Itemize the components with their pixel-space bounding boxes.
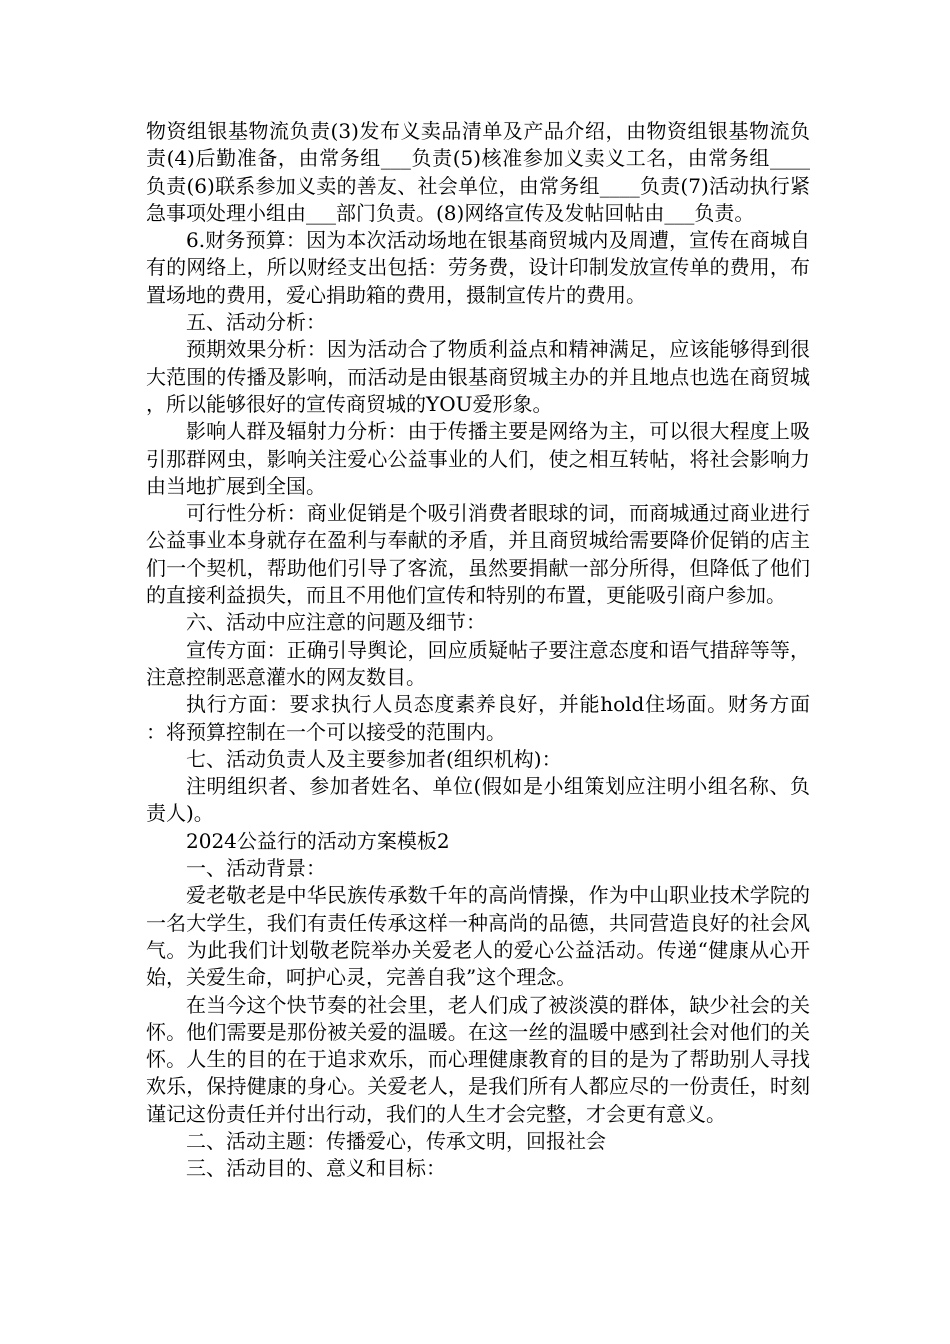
paragraph-expected-effect: 预期效果分析：因为活动合了物质利益点和精神满足，应该能够得到很大范围的传播及影响，而活动是由银基商贸城主办的并且地点也选在商贸城，所以能够很好的宣传商贸城的YOU爱形象。 bbox=[146, 337, 810, 416]
document-body bbox=[146, 118, 810, 1183]
section-heading-background: 一、活动背景： bbox=[186, 856, 326, 881]
template-title: 2024公益行的活动方案模板2 bbox=[186, 828, 450, 853]
section-heading-goals: 三、活动目的、意义和目标： bbox=[186, 1156, 446, 1181]
section-heading-theme: 二、活动主题：传播爱心，传承文明，回报社会 bbox=[186, 1128, 606, 1153]
paragraph-execution-finance: 执行方面：要求执行人员态度素养良好，并能hold住场面。财务方面：将预算控制在一个可以接受的范围内。 bbox=[146, 692, 810, 744]
paragraph-audience-reach: 影响人群及辐射力分析：由于传播主要是网络为主，可以很大程度上吸引那群网虫，影响关注爱心公益事业的人们，使之相互转帖，将社会影响力由当地扩展到全国。 bbox=[146, 419, 810, 498]
paragraph-staff-duties: 物资组银基物流负责(3)发布义卖品清单及产品介绍，由物资组银基物流负责(4)后勤准备，由常务组___负责(5)核准参加义卖义工名，由常务组____负责(6)联系参加义卖的善友、社会单位，由常务组____负责(7)活动执行紧急事项处理小组由___部门负责。(8)网络宣传及发帖回帖由___负责。 bbox=[146, 119, 810, 225]
paragraph-feasibility: 可行性分析：商业促销是个吸引消费者眼球的词，而商城通过商业进行公益事业本身就存在盈利与奉献的矛盾，并且商贸城给需要降价促销的店主们一个契机，帮助他们引导了客流，虽然要捐献一部分所得，但降低了他们的直接利益损失，而且不用他们宣传和特别的布置，更能吸引商户参加。 bbox=[146, 501, 810, 608]
paragraph-organizers: 注明组织者、参加者姓名、单位(假如是小组策划应注明小组名称、负责人)。 bbox=[146, 774, 810, 826]
section-heading-organizers: 七、活动负责人及主要参加者(组织机构)： bbox=[186, 746, 562, 771]
section-heading-notes: 六、活动中应注意的问题及细节： bbox=[186, 610, 486, 635]
paragraph-background-2: 在当今这个快节奏的社会里，老人们成了被淡漠的群体，缺少社会的关怀。他们需要是那份被关爱的温暖。在这一丝的温暖中感到社会对他们的关怀。人生的目的在于追求欢乐，而心理健康教育的目的是为了帮助别人寻找欢乐，保持健康的身心。关爱老人，是我们所有人都应尽的一份责任，时刻谨记这份责任并付出行动，我们的人生才会完整，才会更有意义。 bbox=[146, 992, 810, 1126]
paragraph-publicity: 宣传方面：正确引导舆论，回应质疑帖子要注意态度和语气措辞等等，注意控制恶意灌水的网友数目。 bbox=[146, 637, 810, 689]
paragraph-budget: 6.财务预算：因为本次活动场地在银基商贸城内及周遭，宣传在商城自有的网络上，所以财经支出包括：劳务费，设计印制发放宣传单的费用，布置场地的费用，爱心捐助箱的费用，摄制宣传片的费用。 bbox=[146, 228, 810, 307]
paragraph-background-1: 爱老敬老是中华民族传承数千年的高尚情操，作为中山职业技术学院的一名大学生，我们有责任传承这样一种高尚的品德，共同营造良好的社会风气。为此我们计划敬老院举办关爱老人的爱心公益活动。传递“健康从心开始，关爱生命，呵护心灵，完善自我”这个理念。 bbox=[146, 883, 810, 990]
section-heading-analysis: 五、活动分析： bbox=[186, 310, 326, 335]
